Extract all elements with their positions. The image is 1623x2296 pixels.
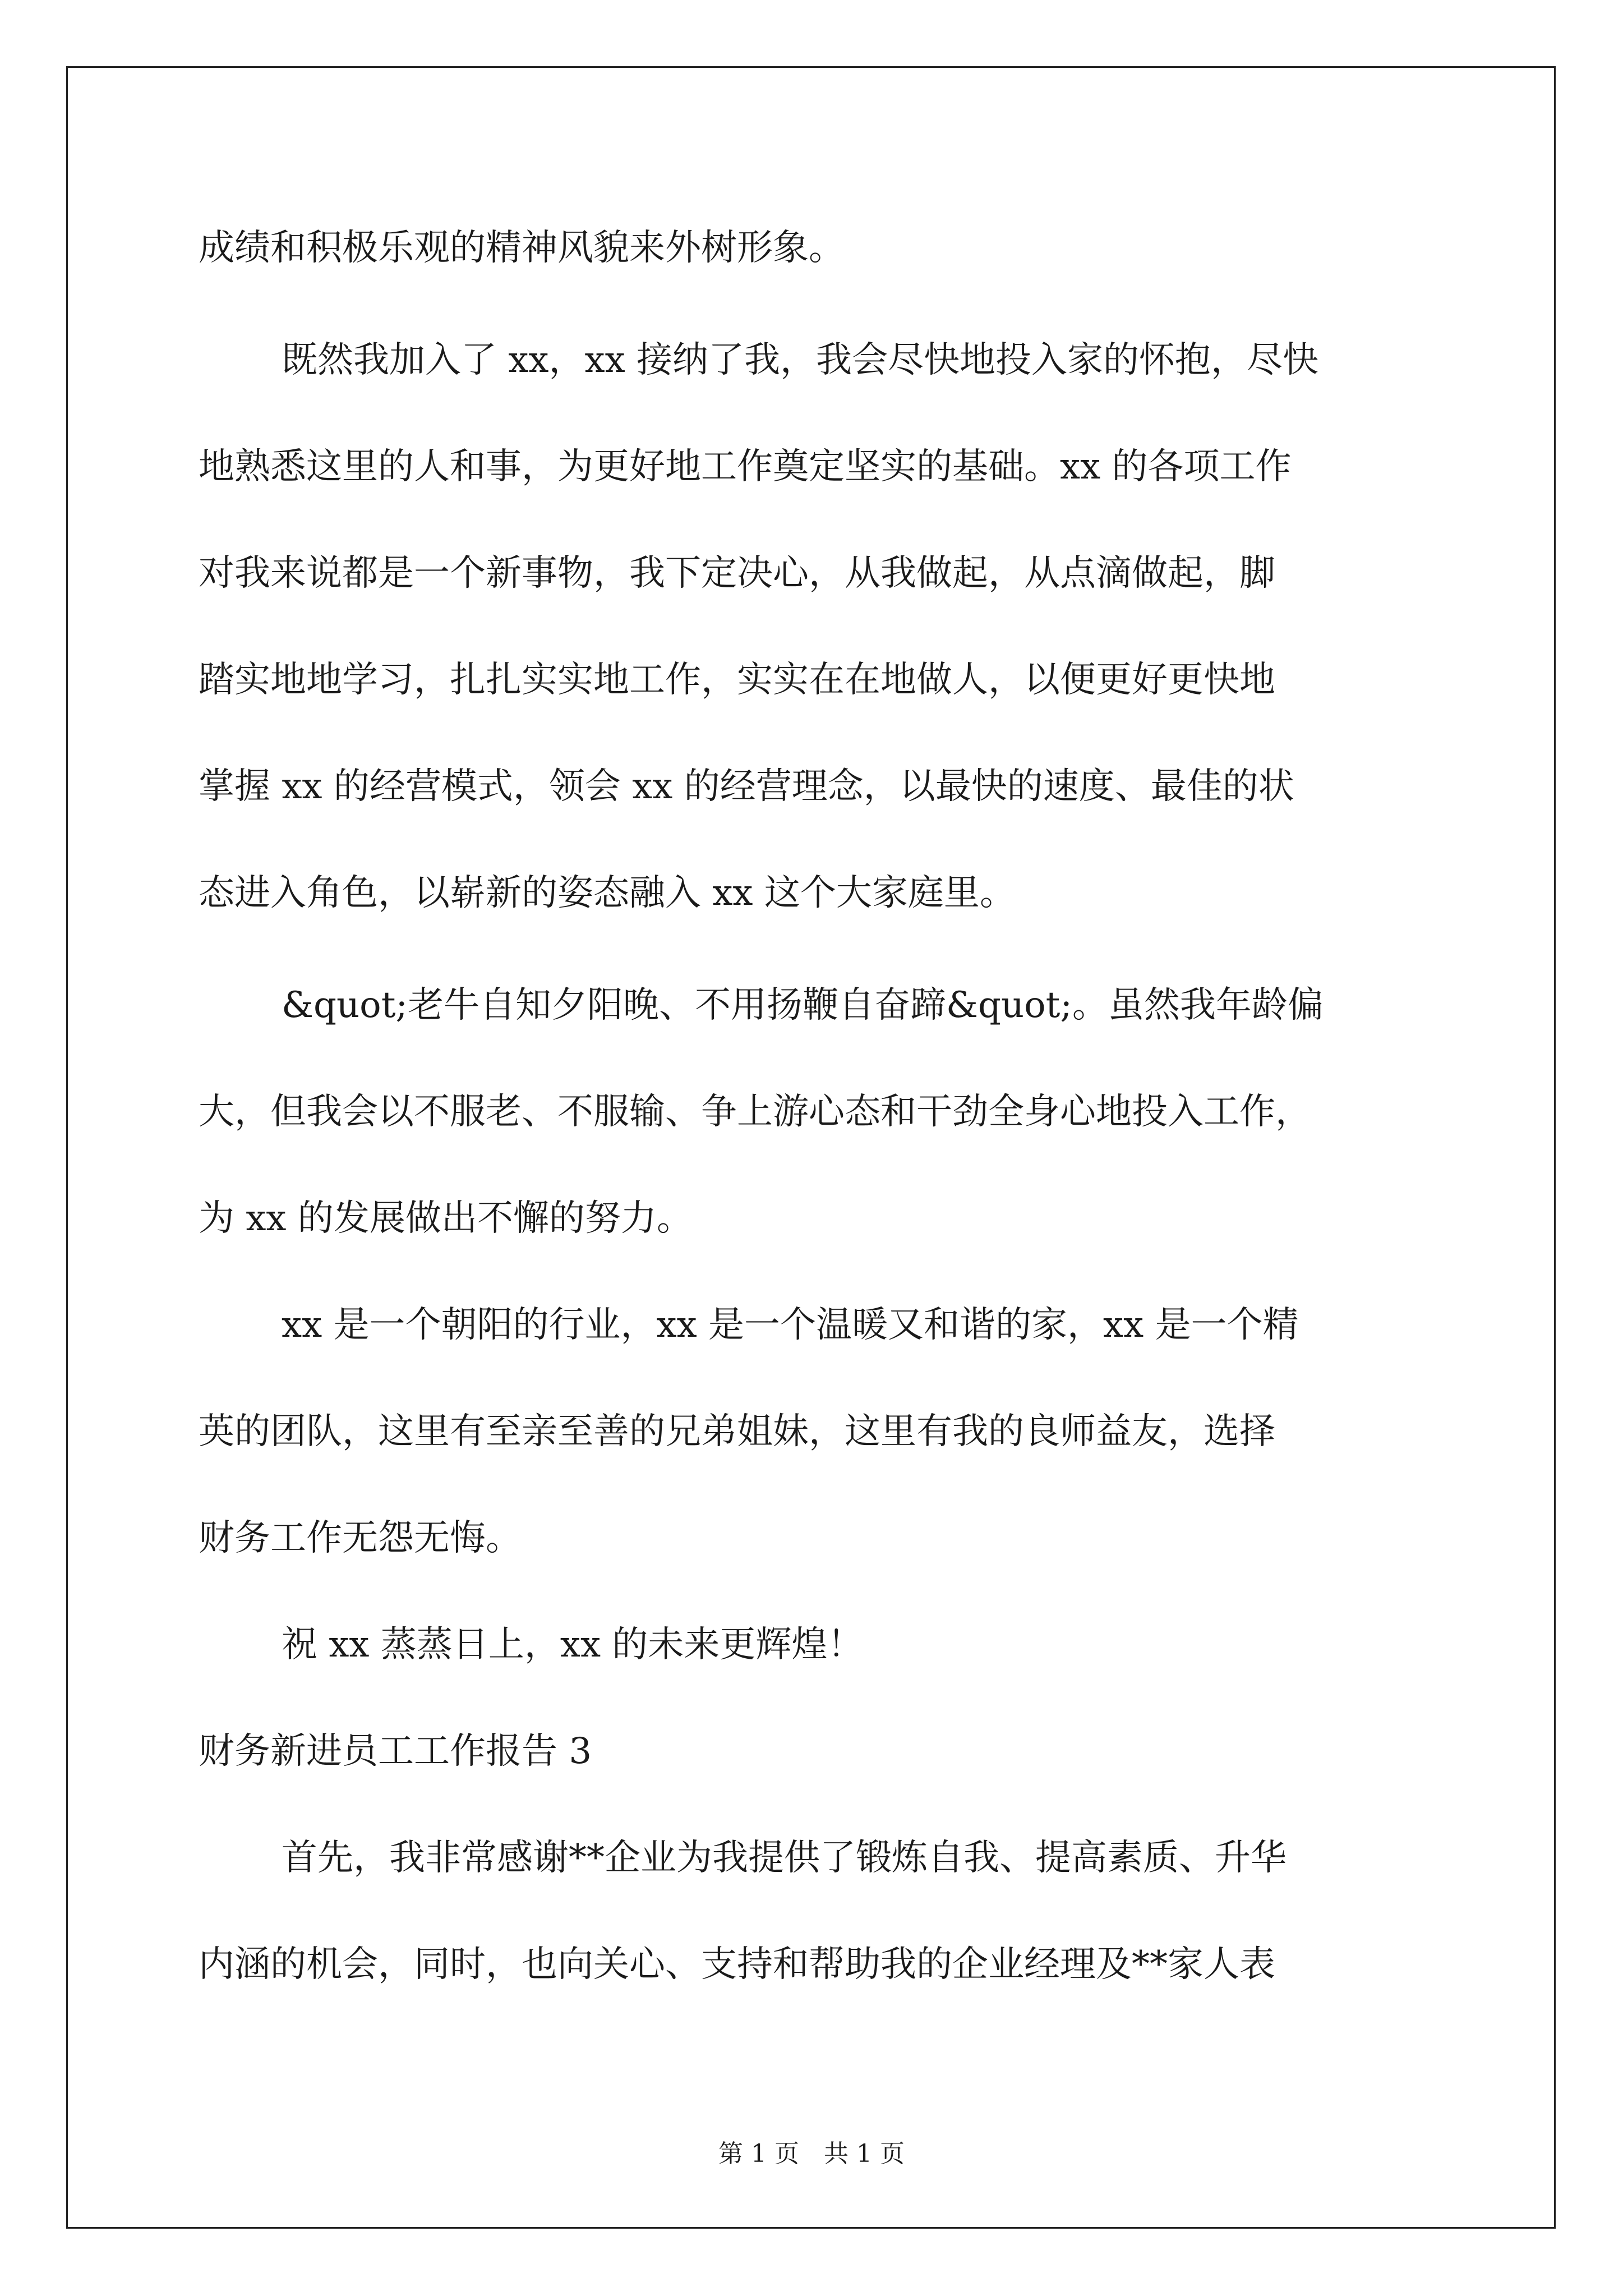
paragraph-first-line: 既然我加入了 xx，xx 接纳了我，我会尽快地投入家的怀抱，尽快 — [282, 339, 1319, 381]
paragraph-first-line: &quot;老牛自知夕阳晚、不用扬鞭自奋蹄&quot;。虽然我年龄偏 — [282, 984, 1324, 1026]
text-line: 踏实地地学习，扎扎实实地工作，实实在在地做人，以便更好更快地 — [199, 659, 1275, 701]
text-line: 掌握 xx 的经营模式，领会 xx 的经营理念，以最快的速度、最佳的状 — [199, 766, 1294, 807]
text-line: 态进入角色，以崭新的姿态融入 xx 这个大家庭里。 — [199, 872, 1016, 914]
text-line: 地熟悉这里的人和事，为更好地工作奠定坚实的基础。xx 的各项工作 — [199, 446, 1292, 487]
paragraph-first-line: xx 是一个朝阳的行业，xx 是一个温暖又和谐的家，xx 是一个精 — [282, 1304, 1299, 1346]
paragraph-first-line: 祝 xx 蒸蒸日上，xx 的未来更辉煌！ — [282, 1624, 864, 1665]
text-line: 内涵的机会，同时，也向关心、支持和帮助我的企业经理及**家人表 — [199, 1944, 1275, 1985]
section-heading: 财务新进员工工作报告 3 — [199, 1731, 592, 1772]
text-line: 成绩和积极乐观的精神风貌来外树形象。 — [199, 227, 845, 269]
page-number-footer: 第 1 页 共 1 页 — [718, 2139, 905, 2168]
paragraph-first-line: 首先，我非常感谢**企业为我提供了锻炼自我、提高素质、升华 — [282, 1837, 1287, 1879]
text-line: 英的团队，这里有至亲至善的兄弟姐妹，这里有我的良师益友，选择 — [199, 1411, 1275, 1452]
text-line: 对我来说都是一个新事物，我下定决心，从我做起，从点滴做起，脚 — [199, 553, 1275, 594]
text-line: 大，但我会以不服老、不服输、争上游心态和干劲全身心地投入工作， — [199, 1091, 1311, 1133]
page-border — [66, 66, 1556, 2229]
text-line: 为 xx 的发展做出不懈的努力。 — [199, 1198, 693, 1239]
text-line: 财务工作无怨无悔。 — [199, 1517, 522, 1559]
